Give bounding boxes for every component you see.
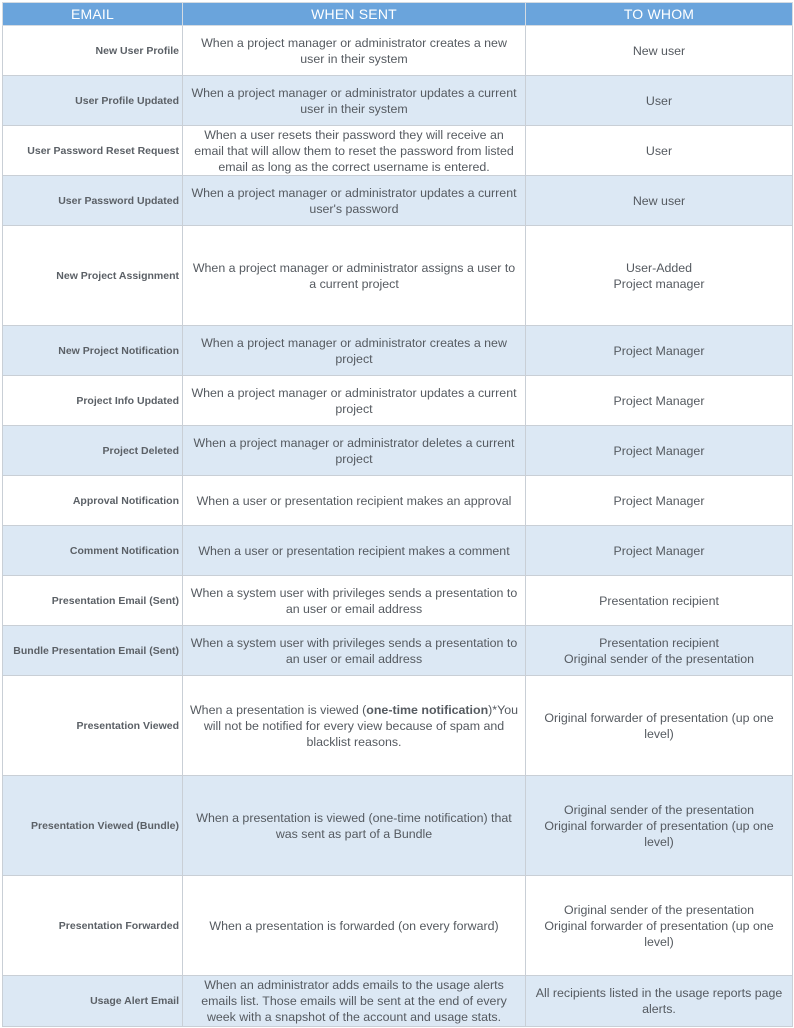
- when-sent-cell: When a user or presentation recipient makes a comment: [183, 526, 526, 576]
- email-name-cell: Project Info Updated: [3, 376, 183, 426]
- recipient-line: New user: [632, 43, 686, 58]
- when-sent-cell: When a project manager or administrator creates a new user in their system: [183, 26, 526, 76]
- email-name-cell: User Profile Updated: [3, 76, 183, 126]
- email-name-cell: Presentation Email (Sent): [3, 576, 183, 626]
- when-sent-cell: When a presentation is viewed (one-time notification) that was sent as part of a Bundle: [183, 776, 526, 876]
- table-row: [3, 526, 793, 576]
- table-row: [3, 126, 793, 176]
- recipient-line: Original forwarder of presentation (up one level): [544, 818, 774, 849]
- to-whom-cell: [526, 176, 793, 226]
- table-row: [3, 576, 793, 626]
- when-sent-cell: When a system user with privileges sends a presentation to an user or email address: [183, 626, 526, 676]
- to-whom-cell: [526, 526, 793, 576]
- recipient-line: Original sender of the presentation: [563, 902, 755, 917]
- recipient-line: User: [645, 143, 673, 158]
- to-whom-cell: [526, 876, 793, 976]
- header-to-whom: TO WHOM: [526, 3, 793, 26]
- when-sent-cell: When a project manager or administrator creates a new project: [183, 326, 526, 376]
- to-whom-cell: [526, 576, 793, 626]
- when-sent-text: )*You will not be notified for every view because of spam and blacklist reasons.: [203, 702, 518, 749]
- when-sent-cell: When a system user with privileges sends a presentation to an user or email address: [183, 576, 526, 626]
- email-name-cell: Approval Notification: [3, 476, 183, 526]
- when-sent-cell: [183, 676, 526, 776]
- when-sent-text: When a presentation is viewed (: [189, 702, 367, 717]
- email-name-cell: User Password Updated: [3, 176, 183, 226]
- table-row: [3, 676, 793, 776]
- when-sent-cell: When a project manager or administrator updates a current user in their system: [183, 76, 526, 126]
- email-name-cell: User Password Reset Request: [3, 126, 183, 176]
- to-whom-cell: [526, 976, 793, 1027]
- recipient-line: Presentation recipient: [599, 593, 719, 608]
- when-sent-cell: When a user resets their password they will receive an email that will allow them to reset the password from listed email as long as the correct username is entered.: [183, 126, 526, 176]
- when-sent-cell: When a project manager or administrator updates a current project: [183, 376, 526, 426]
- when-sent-cell: When a presentation is forwarded (on every forward): [183, 876, 526, 976]
- table-row: [3, 326, 793, 376]
- table-row: [3, 76, 793, 126]
- email-name-cell: New Project Notification: [3, 326, 183, 376]
- table-row: [3, 976, 793, 1027]
- email-name-cell: Presentation Forwarded: [3, 876, 183, 976]
- to-whom-cell: [526, 126, 793, 176]
- recipient-line: Original forwarder of presentation (up one level): [544, 710, 774, 741]
- to-whom-cell: [526, 226, 793, 326]
- recipient-line: Project Manager: [613, 393, 705, 408]
- to-whom-cell: [526, 26, 793, 76]
- when-sent-cell: When an administrator adds emails to the usage alerts emails list. Those emails will be sent at the end of every week with a snapshot of the account and usage stats.: [183, 976, 526, 1027]
- to-whom-cell: [526, 676, 793, 776]
- table-row: [3, 876, 793, 976]
- recipient-line: New user: [632, 193, 686, 208]
- recipient-line: Project Manager: [613, 543, 705, 558]
- email-name-cell: Project Deleted: [3, 426, 183, 476]
- table-row: [3, 626, 793, 676]
- to-whom-cell: [526, 326, 793, 376]
- to-whom-cell: [526, 426, 793, 476]
- table-header-row: [3, 3, 793, 26]
- when-sent-cell: When a project manager or administrator deletes a current project: [183, 426, 526, 476]
- to-whom-cell: [526, 376, 793, 426]
- table-row: [3, 426, 793, 476]
- to-whom-cell: [526, 476, 793, 526]
- one-time-notification-emphasis: one-time notification: [366, 702, 489, 717]
- to-whom-cell: [526, 76, 793, 126]
- recipient-line: Presentation recipient: [599, 635, 719, 650]
- table-row: [3, 26, 793, 76]
- table-row: [3, 376, 793, 426]
- email-name-cell: Presentation Viewed (Bundle): [3, 776, 183, 876]
- to-whom-cell: [526, 776, 793, 876]
- recipient-line: Project Manager: [613, 443, 705, 458]
- recipient-line: User: [645, 93, 673, 108]
- recipient-line: Original forwarder of presentation (up one level): [544, 918, 774, 949]
- recipient-line: All recipients listed in the usage reports page alerts.: [535, 986, 783, 1016]
- recipient-line: Project manager: [613, 276, 705, 291]
- email-name-cell: Usage Alert Email: [3, 976, 183, 1027]
- to-whom-cell: [526, 626, 793, 676]
- when-sent-cell: When a user or presentation recipient makes an approval: [183, 476, 526, 526]
- when-sent-cell: When a project manager or administrator updates a current user's password: [183, 176, 526, 226]
- recipient-line: User-Added: [625, 260, 693, 275]
- email-name-cell: Presentation Viewed: [3, 676, 183, 776]
- email-name-cell: Bundle Presentation Email (Sent): [3, 626, 183, 676]
- recipient-line: Project Manager: [613, 493, 705, 508]
- recipient-line: Original sender of the presentation: [563, 651, 755, 666]
- email-name-cell: New Project Assignment: [3, 226, 183, 326]
- header-email: EMAIL: [3, 3, 183, 26]
- table-row: [3, 226, 793, 326]
- email-notifications-table: [2, 2, 793, 1027]
- email-name-cell: New User Profile: [3, 26, 183, 76]
- header-when-sent: WHEN SENT: [183, 3, 526, 26]
- table-row: [3, 776, 793, 876]
- email-name-cell: Comment Notification: [3, 526, 183, 576]
- recipient-line: Project Manager: [613, 343, 705, 358]
- table-row: [3, 476, 793, 526]
- recipient-line: Original sender of the presentation: [563, 802, 755, 817]
- when-sent-cell: When a project manager or administrator assigns a user to a current project: [183, 226, 526, 326]
- table-row: [3, 176, 793, 226]
